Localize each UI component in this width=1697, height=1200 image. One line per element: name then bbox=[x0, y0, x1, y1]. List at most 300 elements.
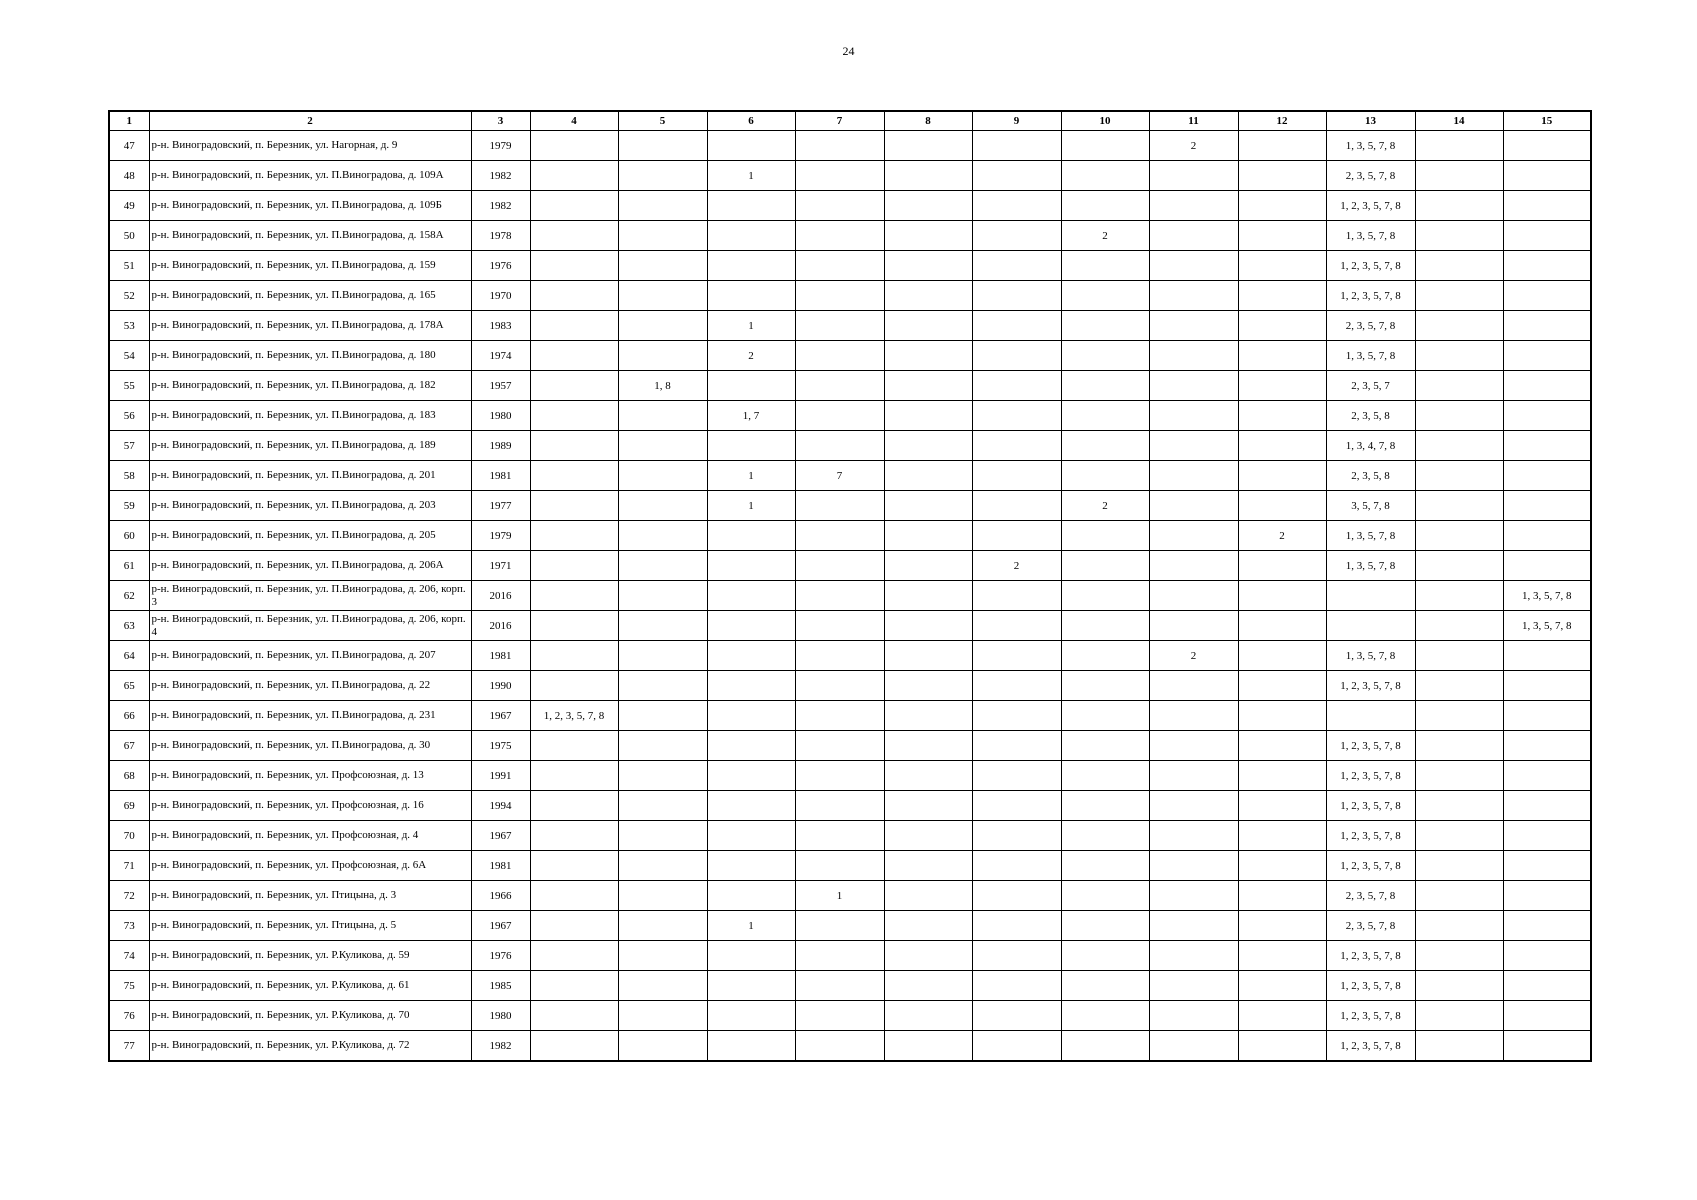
value-cell bbox=[1061, 611, 1149, 641]
value-cell bbox=[1149, 1031, 1238, 1062]
row-number-cell: 68 bbox=[109, 761, 149, 791]
value-cell bbox=[795, 701, 884, 731]
value-cell bbox=[1503, 551, 1591, 581]
year-cell: 2016 bbox=[471, 581, 530, 611]
value-cell bbox=[530, 1001, 618, 1031]
address-cell: р-н. Виноградовский, п. Березник, ул. П.Виноградова, д. 189 bbox=[149, 431, 471, 461]
value-cell bbox=[1238, 401, 1326, 431]
value-cell: 1, 3, 5, 7, 8 bbox=[1326, 551, 1415, 581]
value-cell bbox=[1061, 941, 1149, 971]
value-cell bbox=[1238, 281, 1326, 311]
value-cell: 1, 8 bbox=[618, 371, 707, 401]
value-cell bbox=[1238, 641, 1326, 671]
value-cell bbox=[972, 731, 1061, 761]
value-cell bbox=[707, 1001, 795, 1031]
value-cell bbox=[1061, 731, 1149, 761]
year-cell: 1981 bbox=[471, 851, 530, 881]
value-cell bbox=[1415, 671, 1503, 701]
value-cell bbox=[1415, 731, 1503, 761]
value-cell bbox=[618, 1001, 707, 1031]
value-cell bbox=[1061, 161, 1149, 191]
value-cell bbox=[1238, 701, 1326, 731]
table-row bbox=[109, 941, 1591, 971]
row-number-cell: 47 bbox=[109, 131, 149, 161]
value-cell bbox=[1503, 221, 1591, 251]
value-cell bbox=[1061, 551, 1149, 581]
table-row bbox=[109, 701, 1591, 731]
value-cell: 2 bbox=[1149, 641, 1238, 671]
value-cell bbox=[530, 221, 618, 251]
value-cell: 1, 3, 5, 7, 8 bbox=[1326, 521, 1415, 551]
value-cell bbox=[972, 491, 1061, 521]
registry-table bbox=[108, 110, 1592, 1062]
value-cell bbox=[1061, 401, 1149, 431]
address-cell: р-н. Виноградовский, п. Березник, ул. Профсоюзная, д. 16 bbox=[149, 791, 471, 821]
value-cell bbox=[1503, 941, 1591, 971]
value-cell: 1 bbox=[707, 461, 795, 491]
value-cell bbox=[1061, 851, 1149, 881]
value-cell bbox=[707, 431, 795, 461]
address-cell: р-н. Виноградовский, п. Березник, ул. П.Виноградова, д. 182 bbox=[149, 371, 471, 401]
row-number-cell: 70 bbox=[109, 821, 149, 851]
value-cell bbox=[1415, 461, 1503, 491]
value-cell bbox=[972, 251, 1061, 281]
row-number-cell: 59 bbox=[109, 491, 149, 521]
year-cell: 1981 bbox=[471, 461, 530, 491]
value-cell: 1, 3, 5, 7, 8 bbox=[1326, 641, 1415, 671]
value-cell bbox=[1061, 281, 1149, 311]
value-cell bbox=[1149, 221, 1238, 251]
address-cell: р-н. Виноградовский, п. Березник, ул. П.Виноградова, д. 206А bbox=[149, 551, 471, 581]
row-number-cell: 56 bbox=[109, 401, 149, 431]
value-cell bbox=[795, 341, 884, 371]
value-cell bbox=[1415, 851, 1503, 881]
value-cell bbox=[530, 251, 618, 281]
value-cell bbox=[1415, 911, 1503, 941]
value-cell bbox=[1238, 1001, 1326, 1031]
value-cell: 1, 2, 3, 5, 7, 8 bbox=[1326, 1031, 1415, 1062]
value-cell bbox=[1238, 971, 1326, 1001]
value-cell bbox=[1238, 791, 1326, 821]
value-cell bbox=[972, 521, 1061, 551]
value-cell bbox=[795, 311, 884, 341]
value-cell bbox=[618, 281, 707, 311]
value-cell bbox=[795, 161, 884, 191]
value-cell bbox=[1238, 1031, 1326, 1062]
value-cell: 1, 2, 3, 5, 7, 8 bbox=[530, 701, 618, 731]
value-cell bbox=[707, 251, 795, 281]
value-cell bbox=[618, 791, 707, 821]
value-cell bbox=[618, 641, 707, 671]
value-cell bbox=[972, 851, 1061, 881]
value-cell bbox=[972, 1001, 1061, 1031]
column-header: 2 bbox=[149, 111, 471, 131]
value-cell: 1, 2, 3, 5, 7, 8 bbox=[1326, 671, 1415, 701]
value-cell bbox=[972, 701, 1061, 731]
value-cell bbox=[1238, 911, 1326, 941]
value-cell bbox=[618, 191, 707, 221]
value-cell bbox=[972, 431, 1061, 461]
table-row bbox=[109, 581, 1591, 611]
value-cell bbox=[1149, 671, 1238, 701]
column-header: 4 bbox=[530, 111, 618, 131]
value-cell bbox=[618, 251, 707, 281]
value-cell bbox=[1149, 551, 1238, 581]
value-cell bbox=[795, 281, 884, 311]
value-cell bbox=[884, 371, 972, 401]
value-cell bbox=[618, 881, 707, 911]
value-cell bbox=[972, 791, 1061, 821]
table-row bbox=[109, 881, 1591, 911]
value-cell bbox=[1415, 701, 1503, 731]
value-cell bbox=[707, 881, 795, 911]
value-cell bbox=[1238, 821, 1326, 851]
value-cell bbox=[1503, 491, 1591, 521]
value-cell bbox=[1503, 641, 1591, 671]
value-cell bbox=[1503, 971, 1591, 1001]
value-cell bbox=[1149, 161, 1238, 191]
table-row bbox=[109, 521, 1591, 551]
value-cell bbox=[884, 131, 972, 161]
table-row bbox=[109, 1001, 1591, 1031]
value-cell bbox=[1061, 461, 1149, 491]
table-row bbox=[109, 131, 1591, 161]
value-cell bbox=[1415, 551, 1503, 581]
value-cell bbox=[1061, 1001, 1149, 1031]
value-cell bbox=[1415, 251, 1503, 281]
value-cell: 2 bbox=[707, 341, 795, 371]
value-cell: 1, 2, 3, 5, 7, 8 bbox=[1326, 281, 1415, 311]
value-cell bbox=[707, 821, 795, 851]
address-cell: р-н. Виноградовский, п. Березник, ул. П.Виноградова, д. 22 bbox=[149, 671, 471, 701]
value-cell bbox=[795, 671, 884, 701]
value-cell bbox=[707, 731, 795, 761]
table-row bbox=[109, 491, 1591, 521]
value-cell bbox=[1238, 311, 1326, 341]
value-cell bbox=[530, 641, 618, 671]
value-cell bbox=[884, 791, 972, 821]
address-cell: р-н. Виноградовский, п. Березник, ул. Р.Куликова, д. 72 bbox=[149, 1031, 471, 1062]
value-cell bbox=[1149, 311, 1238, 341]
value-cell bbox=[1061, 311, 1149, 341]
column-header: 6 bbox=[707, 111, 795, 131]
value-cell bbox=[795, 491, 884, 521]
row-number-cell: 60 bbox=[109, 521, 149, 551]
column-header: 9 bbox=[972, 111, 1061, 131]
value-cell bbox=[1415, 821, 1503, 851]
value-cell bbox=[707, 671, 795, 701]
address-cell: р-н. Виноградовский, п. Березник, ул. П.Виноградова, д. 158А bbox=[149, 221, 471, 251]
value-cell bbox=[795, 971, 884, 1001]
column-header: 3 bbox=[471, 111, 530, 131]
value-cell bbox=[1415, 581, 1503, 611]
column-header: 14 bbox=[1415, 111, 1503, 131]
value-cell bbox=[707, 701, 795, 731]
value-cell bbox=[1149, 521, 1238, 551]
value-cell bbox=[884, 641, 972, 671]
value-cell bbox=[1149, 1001, 1238, 1031]
year-cell: 1979 bbox=[471, 131, 530, 161]
value-cell bbox=[530, 881, 618, 911]
table-row bbox=[109, 671, 1591, 701]
value-cell bbox=[1238, 761, 1326, 791]
table-row bbox=[109, 161, 1591, 191]
value-cell: 1, 2, 3, 5, 7, 8 bbox=[1326, 191, 1415, 221]
value-cell bbox=[1238, 371, 1326, 401]
address-cell: р-н. Виноградовский, п. Березник, ул. Профсоюзная, д. 13 bbox=[149, 761, 471, 791]
value-cell bbox=[1149, 851, 1238, 881]
value-cell bbox=[1061, 1031, 1149, 1062]
value-cell bbox=[618, 911, 707, 941]
value-cell bbox=[795, 1001, 884, 1031]
value-cell bbox=[1238, 161, 1326, 191]
value-cell: 1 bbox=[707, 491, 795, 521]
value-cell bbox=[1503, 281, 1591, 311]
value-cell bbox=[1149, 731, 1238, 761]
value-cell bbox=[618, 941, 707, 971]
value-cell: 1, 2, 3, 5, 7, 8 bbox=[1326, 941, 1415, 971]
value-cell bbox=[1415, 881, 1503, 911]
value-cell bbox=[618, 551, 707, 581]
row-number-cell: 65 bbox=[109, 671, 149, 701]
year-cell: 1983 bbox=[471, 311, 530, 341]
value-cell bbox=[795, 401, 884, 431]
year-cell: 1985 bbox=[471, 971, 530, 1001]
value-cell bbox=[618, 131, 707, 161]
row-number-cell: 71 bbox=[109, 851, 149, 881]
table-body bbox=[109, 131, 1591, 1062]
year-cell: 1974 bbox=[471, 341, 530, 371]
value-cell bbox=[530, 551, 618, 581]
value-cell: 1 bbox=[795, 881, 884, 911]
value-cell bbox=[530, 461, 618, 491]
value-cell bbox=[1238, 671, 1326, 701]
value-cell bbox=[972, 671, 1061, 701]
value-cell: 2, 3, 5, 7 bbox=[1326, 371, 1415, 401]
value-cell bbox=[530, 581, 618, 611]
value-cell bbox=[884, 761, 972, 791]
value-cell: 1, 3, 5, 7, 8 bbox=[1503, 581, 1591, 611]
value-cell bbox=[1238, 851, 1326, 881]
value-cell bbox=[884, 581, 972, 611]
value-cell bbox=[1415, 131, 1503, 161]
value-cell bbox=[1503, 161, 1591, 191]
value-cell bbox=[618, 611, 707, 641]
value-cell bbox=[618, 491, 707, 521]
address-cell: р-н. Виноградовский, п. Березник, ул. Птицына, д. 3 bbox=[149, 881, 471, 911]
value-cell bbox=[884, 161, 972, 191]
value-cell bbox=[1415, 341, 1503, 371]
value-cell: 1, 3, 4, 7, 8 bbox=[1326, 431, 1415, 461]
value-cell: 7 bbox=[795, 461, 884, 491]
value-cell bbox=[1061, 581, 1149, 611]
value-cell bbox=[1149, 701, 1238, 731]
value-cell bbox=[795, 221, 884, 251]
value-cell bbox=[795, 521, 884, 551]
value-cell bbox=[707, 611, 795, 641]
value-cell bbox=[530, 761, 618, 791]
year-cell: 1991 bbox=[471, 761, 530, 791]
value-cell: 1 bbox=[707, 311, 795, 341]
value-cell bbox=[1238, 251, 1326, 281]
value-cell bbox=[884, 191, 972, 221]
value-cell: 2, 3, 5, 8 bbox=[1326, 401, 1415, 431]
value-cell bbox=[884, 461, 972, 491]
value-cell bbox=[618, 311, 707, 341]
value-cell bbox=[530, 491, 618, 521]
value-cell: 1, 2, 3, 5, 7, 8 bbox=[1326, 971, 1415, 1001]
value-cell bbox=[530, 791, 618, 821]
table-row bbox=[109, 851, 1591, 881]
table-row bbox=[109, 761, 1591, 791]
value-cell bbox=[1503, 191, 1591, 221]
value-cell: 1, 7 bbox=[707, 401, 795, 431]
column-header: 11 bbox=[1149, 111, 1238, 131]
value-cell bbox=[1326, 611, 1415, 641]
value-cell bbox=[618, 971, 707, 1001]
value-cell: 1, 2, 3, 5, 7, 8 bbox=[1326, 251, 1415, 281]
value-cell bbox=[884, 551, 972, 581]
value-cell bbox=[884, 971, 972, 1001]
year-cell: 1957 bbox=[471, 371, 530, 401]
value-cell bbox=[972, 911, 1061, 941]
value-cell bbox=[884, 851, 972, 881]
value-cell bbox=[1238, 131, 1326, 161]
value-cell bbox=[1061, 251, 1149, 281]
row-number-cell: 54 bbox=[109, 341, 149, 371]
value-cell bbox=[1238, 461, 1326, 491]
value-cell bbox=[884, 221, 972, 251]
value-cell bbox=[972, 461, 1061, 491]
value-cell bbox=[972, 941, 1061, 971]
value-cell bbox=[972, 641, 1061, 671]
value-cell bbox=[1061, 821, 1149, 851]
value-cell bbox=[1503, 131, 1591, 161]
value-cell bbox=[795, 911, 884, 941]
value-cell bbox=[795, 131, 884, 161]
value-cell bbox=[1061, 131, 1149, 161]
value-cell: 1, 2, 3, 5, 7, 8 bbox=[1326, 731, 1415, 761]
value-cell bbox=[1061, 521, 1149, 551]
value-cell bbox=[530, 281, 618, 311]
row-number-cell: 67 bbox=[109, 731, 149, 761]
year-cell: 1990 bbox=[471, 671, 530, 701]
value-cell bbox=[530, 191, 618, 221]
value-cell bbox=[1415, 941, 1503, 971]
value-cell bbox=[707, 971, 795, 1001]
value-cell bbox=[972, 1031, 1061, 1062]
row-number-cell: 58 bbox=[109, 461, 149, 491]
value-cell bbox=[884, 911, 972, 941]
table-row bbox=[109, 191, 1591, 221]
value-cell bbox=[1238, 191, 1326, 221]
column-header: 5 bbox=[618, 111, 707, 131]
value-cell bbox=[795, 731, 884, 761]
row-number-cell: 75 bbox=[109, 971, 149, 1001]
value-cell bbox=[1415, 491, 1503, 521]
address-cell: р-н. Виноградовский, п. Березник, ул. П.Виноградова, д. 201 bbox=[149, 461, 471, 491]
value-cell bbox=[618, 401, 707, 431]
address-cell: р-н. Виноградовский, п. Березник, ул. Р.Куликова, д. 59 bbox=[149, 941, 471, 971]
value-cell bbox=[530, 401, 618, 431]
value-cell: 1, 3, 5, 7, 8 bbox=[1326, 221, 1415, 251]
value-cell bbox=[1238, 881, 1326, 911]
value-cell bbox=[530, 161, 618, 191]
column-header: 15 bbox=[1503, 111, 1591, 131]
year-cell: 1967 bbox=[471, 821, 530, 851]
row-number-cell: 66 bbox=[109, 701, 149, 731]
value-cell bbox=[1503, 701, 1591, 731]
value-cell bbox=[618, 1031, 707, 1062]
value-cell bbox=[530, 731, 618, 761]
value-cell: 1, 2, 3, 5, 7, 8 bbox=[1326, 821, 1415, 851]
value-cell bbox=[1149, 581, 1238, 611]
value-cell bbox=[1238, 731, 1326, 761]
value-cell bbox=[1415, 611, 1503, 641]
value-cell bbox=[1061, 371, 1149, 401]
year-cell: 1967 bbox=[471, 701, 530, 731]
value-cell bbox=[707, 641, 795, 671]
value-cell bbox=[707, 851, 795, 881]
column-header: 12 bbox=[1238, 111, 1326, 131]
value-cell bbox=[884, 941, 972, 971]
value-cell bbox=[707, 581, 795, 611]
value-cell bbox=[707, 1031, 795, 1062]
value-cell bbox=[1415, 971, 1503, 1001]
value-cell bbox=[1326, 581, 1415, 611]
value-cell bbox=[1415, 371, 1503, 401]
value-cell bbox=[972, 881, 1061, 911]
value-cell bbox=[884, 821, 972, 851]
address-cell: р-н. Виноградовский, п. Березник, ул. П.Виноградова, д. 109Б bbox=[149, 191, 471, 221]
value-cell bbox=[1503, 341, 1591, 371]
year-cell: 1971 bbox=[471, 551, 530, 581]
table-row bbox=[109, 221, 1591, 251]
value-cell bbox=[707, 191, 795, 221]
value-cell bbox=[1149, 431, 1238, 461]
value-cell: 2 bbox=[1061, 491, 1149, 521]
value-cell: 2 bbox=[1149, 131, 1238, 161]
value-cell bbox=[707, 761, 795, 791]
column-header: 1 bbox=[109, 111, 149, 131]
value-cell bbox=[1503, 731, 1591, 761]
value-cell bbox=[530, 611, 618, 641]
year-cell: 1978 bbox=[471, 221, 530, 251]
value-cell bbox=[618, 341, 707, 371]
value-cell bbox=[618, 821, 707, 851]
address-cell: р-н. Виноградовский, п. Березник, ул. П.Виноградова, д. 231 bbox=[149, 701, 471, 731]
value-cell bbox=[1415, 311, 1503, 341]
value-cell bbox=[795, 431, 884, 461]
value-cell bbox=[1061, 191, 1149, 221]
year-cell: 2016 bbox=[471, 611, 530, 641]
address-cell: р-н. Виноградовский, п. Березник, ул. П.Виноградова, д. 206, корп. 4 bbox=[149, 611, 471, 641]
value-cell: 2, 3, 5, 7, 8 bbox=[1326, 161, 1415, 191]
value-cell bbox=[618, 701, 707, 731]
value-cell bbox=[1061, 641, 1149, 671]
value-cell: 1, 2, 3, 5, 7, 8 bbox=[1326, 851, 1415, 881]
value-cell: 1, 3, 5, 7, 8 bbox=[1503, 611, 1591, 641]
table-row bbox=[109, 1031, 1591, 1062]
value-cell: 2 bbox=[972, 551, 1061, 581]
value-cell bbox=[1238, 551, 1326, 581]
value-cell bbox=[707, 551, 795, 581]
value-cell bbox=[884, 251, 972, 281]
value-cell bbox=[618, 161, 707, 191]
table-row bbox=[109, 641, 1591, 671]
value-cell bbox=[1503, 311, 1591, 341]
year-cell: 1976 bbox=[471, 941, 530, 971]
